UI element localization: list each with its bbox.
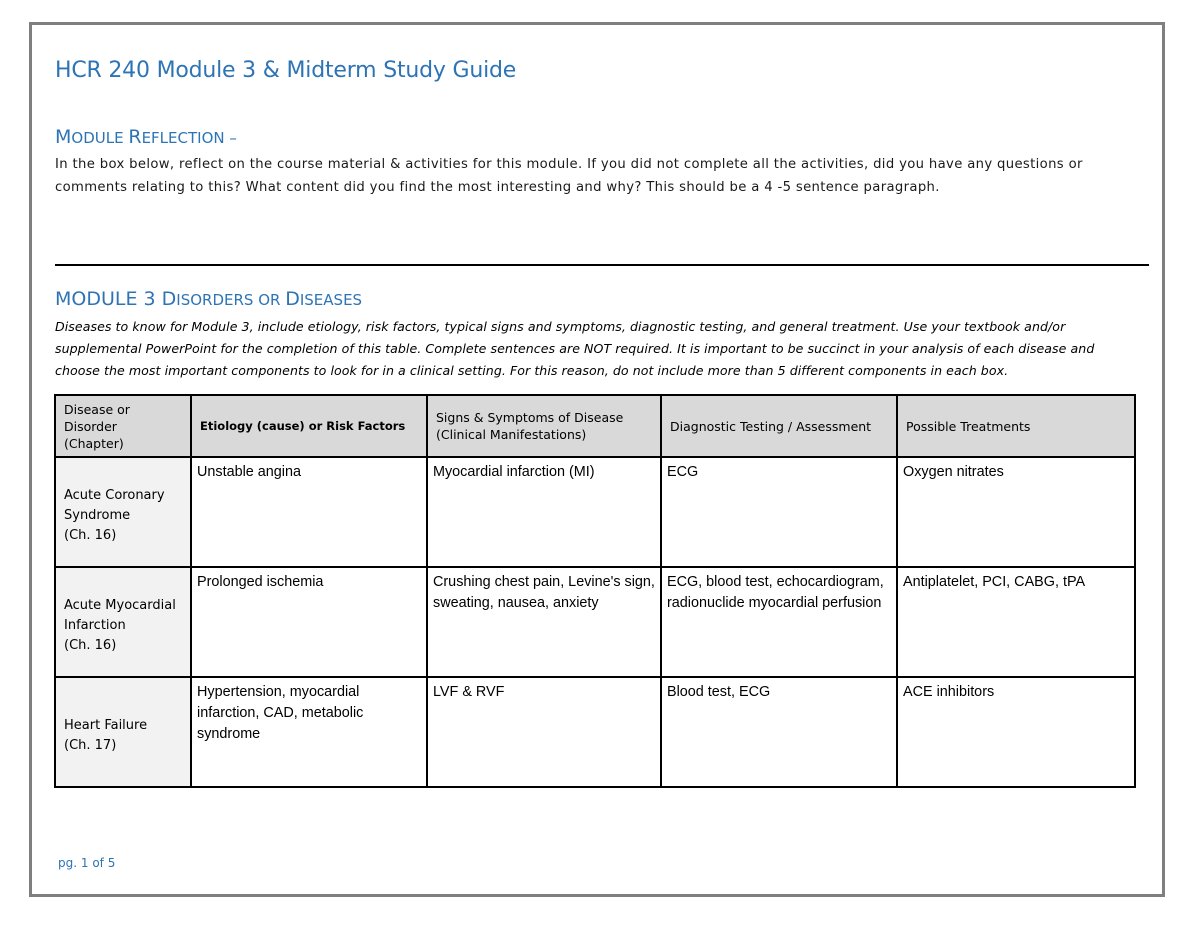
disease-table <box>54 394 1136 788</box>
table-row <box>55 567 1135 677</box>
diagnostic-cell[interactable]: ECG <box>661 457 897 567</box>
etiology-cell[interactable]: Prolonged ischemia <box>191 567 427 677</box>
table-row <box>55 677 1135 787</box>
header-diagnostic: Diagnostic Testing / Assessment <box>661 395 897 457</box>
etiology-cell[interactable]: Unstable angina <box>191 457 427 567</box>
treatments-cell[interactable]: Antiplatelet, PCI, CABG, tPA <box>897 567 1135 677</box>
module-reflection-heading: MODULE REFLECTION – <box>55 126 237 148</box>
treatments-cell[interactable]: ACE inhibitors <box>897 677 1135 787</box>
row-disease-name: Acute Myocardial Infarction (Ch. 16) <box>55 567 191 677</box>
signs-cell[interactable]: LVF & RVF <box>427 677 661 787</box>
row-disease-name: Acute Coronary Syndrome (Ch. 16) <box>55 457 191 567</box>
header-disease: Disease or Disorder (Chapter) <box>55 395 191 457</box>
etiology-cell[interactable]: Hypertension, myocardial infarction, CAD, metabolic syndrome <box>191 677 427 787</box>
table-header-row <box>55 395 1135 457</box>
header-etiology: Etiology (cause) or Risk Factors <box>191 395 427 457</box>
signs-cell[interactable]: Crushing chest pain, Levine's sign, sweating, nausea, anxiety <box>427 567 661 677</box>
disorders-heading: MODULE 3 DISORDERS OR DISEASES <box>55 288 363 310</box>
reflection-instructions: In the box below, reflect on the course material & activities for this module. If you did not complete all the activities, did you have any questions or comments relating to this? What content did you find the most interesting and why? This should be a 4 -5 sentence paragraph. <box>55 157 1083 195</box>
section-divider <box>55 264 1149 266</box>
header-signs: Signs & Symptoms of Disease (Clinical Manifestations) <box>427 395 661 457</box>
row-disease-name: Heart Failure (Ch. 17) <box>55 677 191 787</box>
disorders-instructions: Diseases to know for Module 3, include etiology, risk factors, typical signs and symptoms, diagnostic testing, and general treatment. Use your textbook and/or supplemental PowerPoint for the completion of this table. Complete sentences are NOT required. It is important to be succinct in your analysis of each disease and choose the most important components to look for in a clinical setting. For this reason, do not include more than 5 different components in each box. <box>55 319 1095 378</box>
page-title: HCR 240 Module 3 & Midterm Study Guide <box>55 58 517 83</box>
page-number: pg. 1 of 5 <box>58 856 116 870</box>
header-treatments: Possible Treatments <box>897 395 1135 457</box>
diagnostic-cell[interactable]: ECG, blood test, echocardiogram, radionuclide myocardial perfusion <box>661 567 897 677</box>
diagnostic-cell[interactable]: Blood test, ECG <box>661 677 897 787</box>
treatments-cell[interactable]: Oxygen nitrates <box>897 457 1135 567</box>
signs-cell[interactable]: Myocardial infarction (MI) <box>427 457 661 567</box>
table-row <box>55 457 1135 567</box>
